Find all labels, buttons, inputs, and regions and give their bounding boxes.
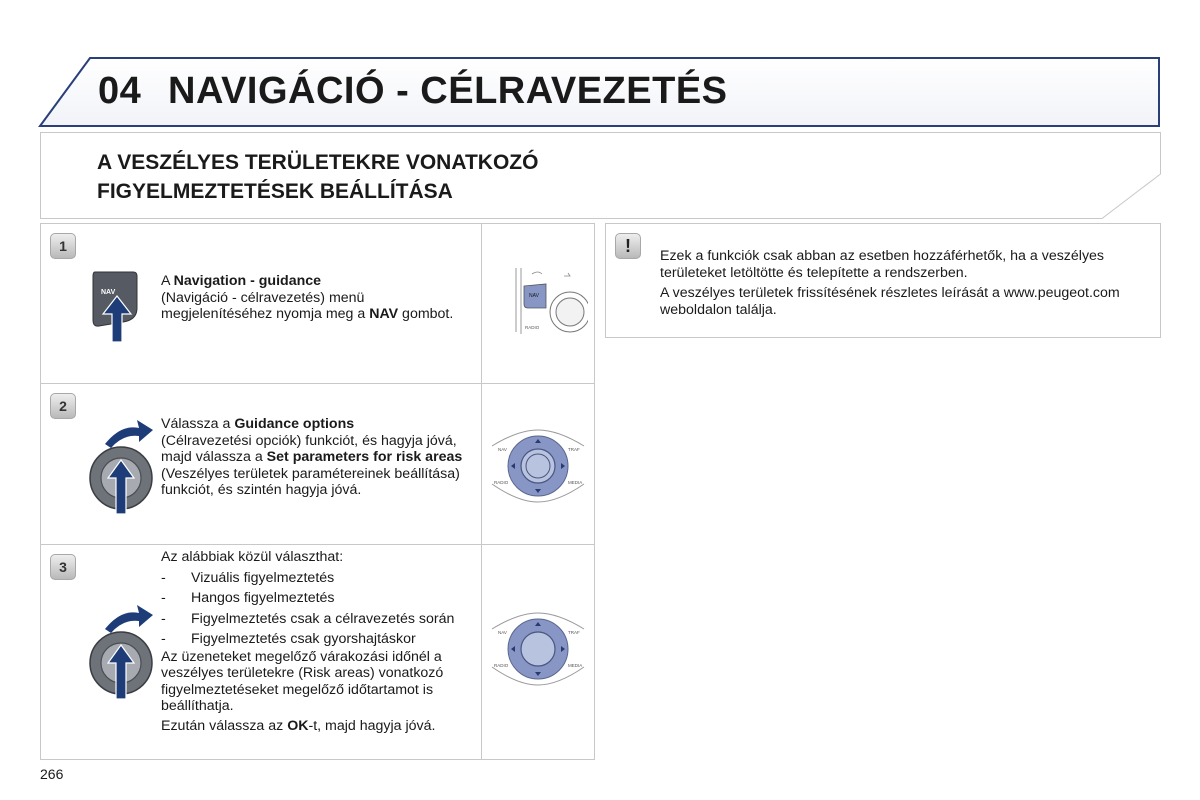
step-number-badge: 1 <box>50 233 76 259</box>
options-intro: Az alábbiak közül választhat: <box>161 549 344 565</box>
chapter-title: NAVIGÁCIÓ - CÉLRAVEZETÉS <box>168 70 728 112</box>
step-1 <box>41 224 594 384</box>
page-number: 266 <box>40 766 64 782</box>
step-1-text: A Navigation - guidance (Navigáció - célravezetés) menü megjelenítéséhez nyomja meg a NAV gombot. <box>161 273 454 322</box>
step-3 <box>41 545 594 759</box>
radio-label: RADIO <box>525 325 540 330</box>
svg-text:MEDIA: MEDIA <box>568 480 583 485</box>
dashboard-illustration <box>488 264 588 344</box>
svg-text:TRAF: TRAF <box>568 630 580 635</box>
steps-table <box>40 223 595 760</box>
warning-paragraph-2: A veszélyes területek frissítésének részletes leírását a www.peugeot.com weboldalon találja. <box>660 285 1120 318</box>
section-title-line1: A VESZÉLYES TERÜLETEKRE VONATKOZÓ <box>97 151 539 174</box>
list-item: - Hangos figyelmeztetés <box>161 590 335 606</box>
list-item: - Figyelmeztetés csak gyorshajtáskor <box>161 631 416 647</box>
warning-text <box>660 248 1155 322</box>
step-number-badge: 3 <box>50 554 76 580</box>
svg-text:NAV: NAV <box>498 630 507 635</box>
menu-name: Navigation - guidance <box>173 273 322 289</box>
options-list <box>161 570 479 648</box>
svg-text:NAV: NAV <box>498 447 507 452</box>
chapter-number: 04 <box>98 70 142 112</box>
control-knob-illustration <box>488 609 588 694</box>
warning-icon: ! <box>615 233 641 259</box>
control-knob-illustration <box>488 426 588 511</box>
section-title-line2: FIGYELMEZTETÉSEK BEÁLLÍTÁSA <box>97 180 453 203</box>
svg-text:RADIO: RADIO <box>494 480 509 485</box>
nav-button-icon <box>87 268 143 349</box>
rotate-press-knob-icon <box>87 418 157 521</box>
step-2 <box>41 384 594 545</box>
rotate-press-knob-icon <box>87 603 157 706</box>
step-3-text <box>161 549 479 734</box>
svg-text:NAV: NAV <box>529 293 539 299</box>
nav-key-name: NAV <box>369 306 399 322</box>
svg-text:TRAF: TRAF <box>568 447 580 452</box>
delay-paragraph: Az üzeneteket megelőző várakozási időnél a veszélyes területekre (Risk areas) vonatkozó figyelmeztetéseket megelőző időtartamot is beállíthatja. <box>161 648 444 714</box>
step-number-badge: 2 <box>50 393 76 419</box>
step-2-text: Válassza a Guidance options (Célravezetési opciók) funkciót, és hagyja jóvá, majd válassza a Set parameters for risk areas (Veszélyes területek paramétereinek beállítása) funkciót, és szintén hagyja jóvá. <box>161 416 463 498</box>
warning-note <box>605 223 1161 338</box>
confirm-paragraph: Ezután válassza az OK-t, majd hagyja jóvá. <box>161 717 436 734</box>
nav-button-label: NAV <box>101 289 116 296</box>
section-title <box>97 148 538 206</box>
warning-paragraph-1: Ezek a funkciók csak abban az esetben hozzáférhetők, ha a veszélyes területeket letöltötte és telepítette a rendszerben. <box>660 248 1105 281</box>
svg-text:MEDIA: MEDIA <box>568 663 583 668</box>
list-item: - Vizuális figyelmeztetés <box>161 569 335 586</box>
list-item: - Figyelmeztetés csak a célravezetés során <box>161 610 455 627</box>
svg-text:RADIO: RADIO <box>494 663 509 668</box>
